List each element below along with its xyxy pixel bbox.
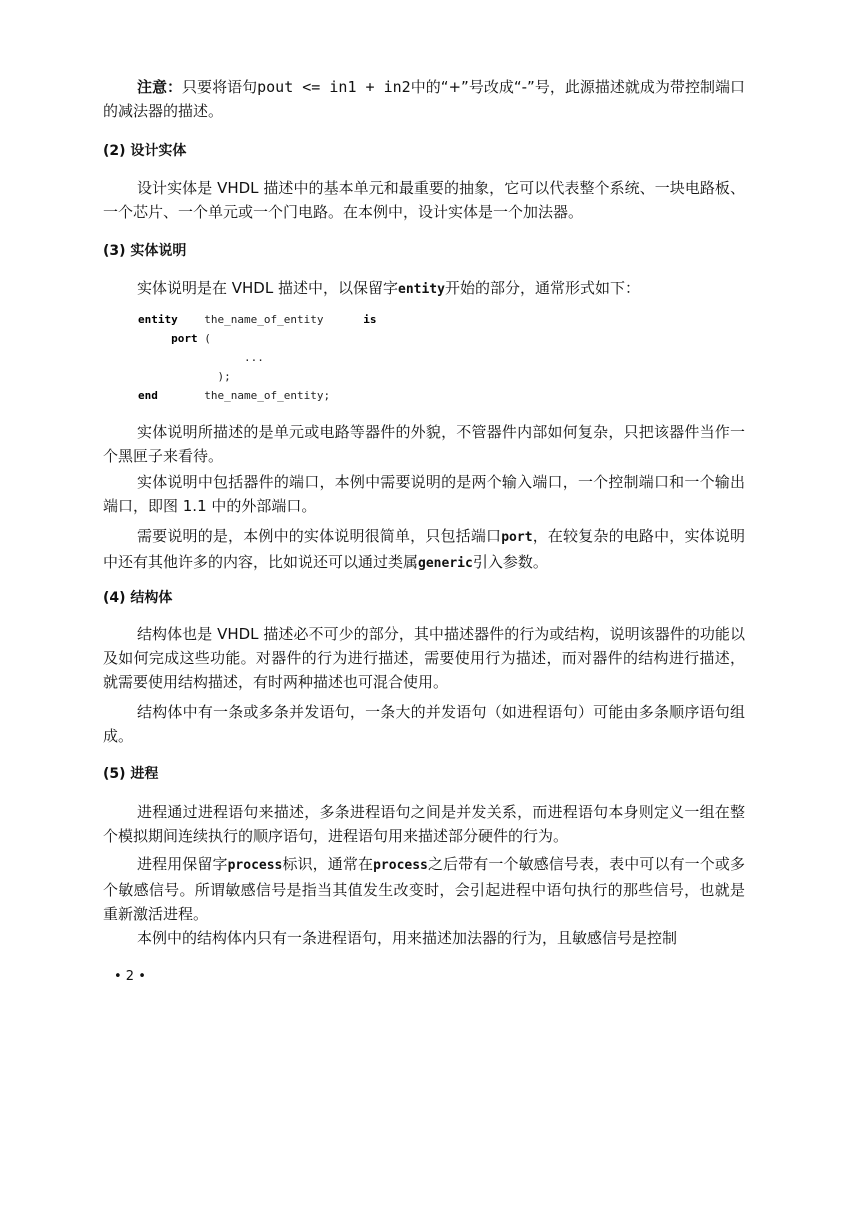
keyword-process-2: process [373, 858, 428, 873]
paragraph-design-entity: 设计实体是 VHDL 描述中的基本单元和最重要的抽象，它可以代表整个系统、一块电路板、一个芯片、一个单元或一个门电路。在本例中，设计实体是一个加法器。 [103, 179, 745, 221]
paragraph-entity-p1: 实体说明所描述的是单元或电路等器件的外貌，不管器件内部如何复杂，只把该器件当作一个黑匣子来看待。 [103, 423, 745, 465]
keyword-entity: entity [398, 282, 445, 297]
paragraph-process-p3: 本例中的结构体内只有一条进程语句，用来描述加法器的行为，且敏感信号是控制 [137, 929, 678, 947]
heading-design-entity: (2) 设计实体 [103, 143, 187, 159]
keyword-generic: generic [418, 556, 473, 571]
paragraph-entity-intro: 实体说明是在 VHDL 描述中，以保留字entity开始的部分，通常形式如下： [137, 279, 640, 297]
heading-entity-declaration: (3) 实体说明 [103, 243, 187, 259]
heading-architecture: (4) 结构体 [103, 590, 173, 606]
heading-process: (5) 进程 [103, 766, 159, 782]
paragraph-process-p2: 进程用保留字process标识，通常在process之后带有一个敏感信号表，表中可以有一个或多个敏感信号。所谓敏感信号是指当其值发生改变时，会引起进程中语句执行的那些信号，也就是重新激活进程。 [103, 855, 745, 923]
paragraph-architecture-p1: 结构体也是 VHDL 描述必不可少的部分，其中描述器件的行为或结构，说明该器件的功能以及如何完成这些功能。对器件的行为进行描述，需要使用行为描述，而对器件的结构进行描述，就需要使用结构描述，有时两种描述也可混合使用。 [103, 625, 745, 691]
page-number: • 2 • [114, 969, 146, 984]
inline-code: pout <= in1 + in2 [257, 78, 411, 96]
code-block: entity the_name_of_entity is port ( ... ); end the_name_of_entity; [138, 313, 377, 402]
note-paragraph: 注意：只要将语句pout <= in1 + in2中的“+”号改成“-”号，此源描述就成为带控制端口的减法器的描述。 [103, 78, 745, 120]
paragraph-process-p1: 进程通过进程语句来描述，多条进程语句之间是并发关系，而进程语句本身则定义一组在整个模拟期间连续执行的顺序语句，进程语句用来描述部分硬件的行为。 [103, 803, 745, 845]
note-label: 注意： [137, 78, 183, 96]
paragraph-architecture-p2: 结构体中有一条或多条并发语句，一条大的并发语句（如进程语句）可能由多条顺序语句组成。 [103, 703, 745, 745]
keyword-process: process [227, 858, 283, 873]
paragraph-entity-p2: 实体说明中包括器件的端口，本例中需要说明的是两个输入端口，一个控制端口和一个输出端口，即图 1.1 中的外部端口。 [103, 473, 745, 515]
paragraph-entity-p3: 需要说明的是，本例中的实体说明很简单，只包括端口port，在较复杂的电路中，实体说明中还有其他许多的内容，比如说还可以通过类属generic引入参数。 [103, 527, 745, 571]
keyword-port: port [501, 530, 533, 545]
